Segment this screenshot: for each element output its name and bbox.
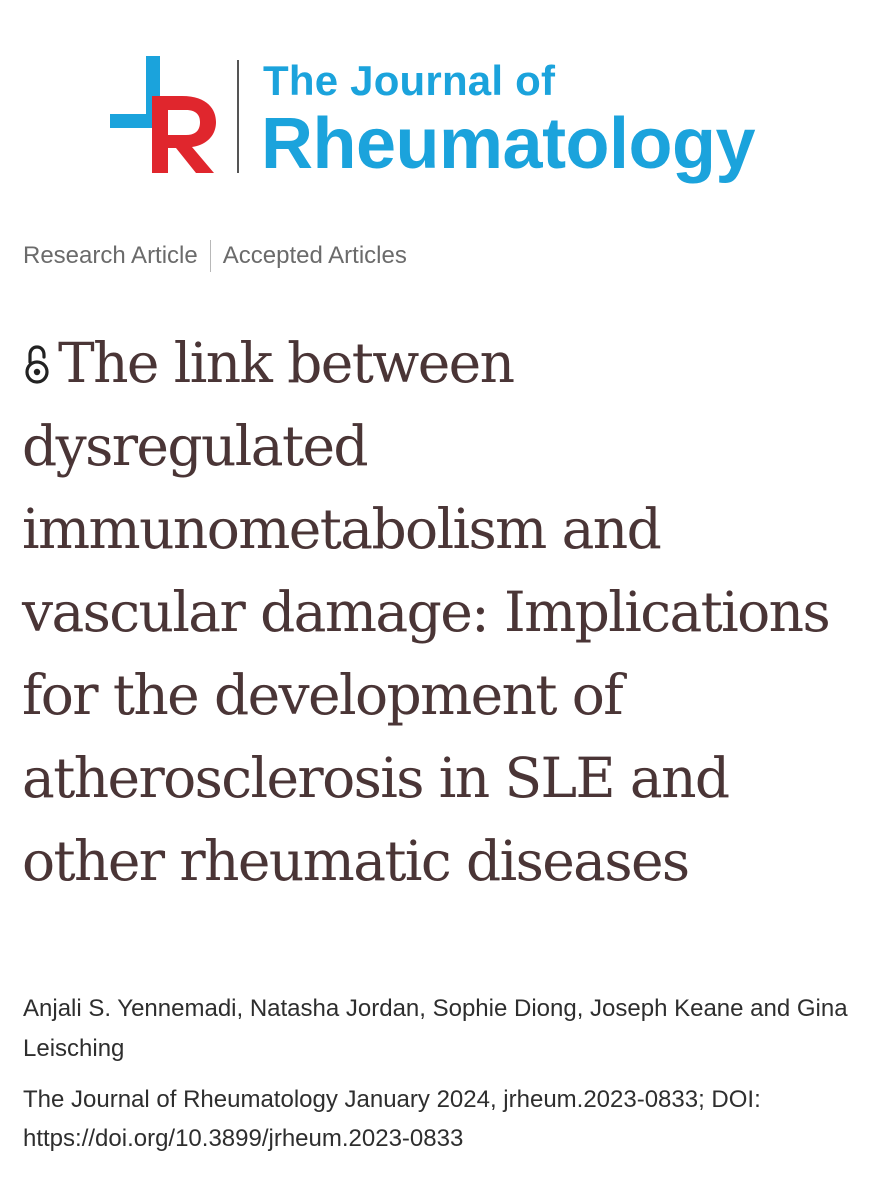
category-accepted-articles[interactable]: Accepted Articles (222, 242, 407, 269)
jr-logo-mark-icon (108, 52, 223, 177)
logo-divider (237, 60, 239, 173)
journal-name-line1: The Journal of (263, 57, 556, 104)
article-authors: Anjali S. Yennemadi, Natasha Jordan, Sophie Diong, Joseph Keane and Gina Leisching (23, 995, 848, 1062)
article-title-heading (22, 322, 862, 903)
article-title[interactable]: The link between dysregulated immunometabolism and vascular damage: Implications for the development of atherosclerosis in SLE and other rheumatic diseases (22, 331, 830, 893)
category-research-article[interactable]: Research Article (23, 242, 198, 269)
category-separator (210, 240, 211, 272)
journal-name-line2: Rheumatology (261, 104, 756, 184)
open-access-lock-icon (22, 345, 52, 385)
article-citation: The Journal of Rheumatology January 2024, jrheum.2023-0833; DOI: https://doi.org/10.3899/jrheum.2023-0833 (23, 1086, 761, 1152)
journal-logo[interactable] (108, 52, 788, 192)
article-categories (23, 240, 407, 272)
